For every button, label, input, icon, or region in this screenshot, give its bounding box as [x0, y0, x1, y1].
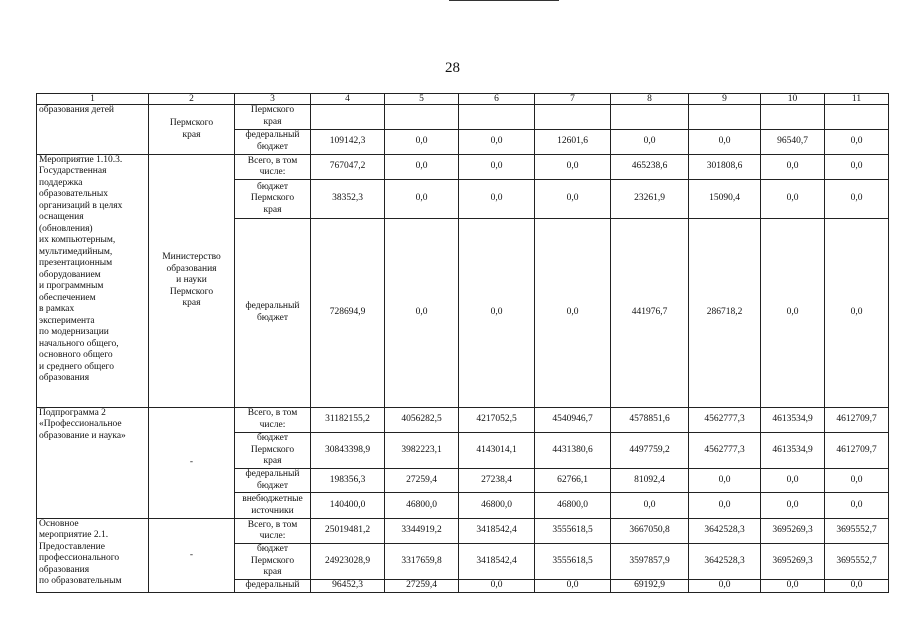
value-cell: 0,0 — [689, 469, 761, 493]
value-cell: 4431380,6 — [535, 433, 611, 469]
value-cell: 0,0 — [825, 154, 889, 179]
value-cell: 0,0 — [825, 493, 889, 518]
executor-cell: Пермского края — [149, 105, 235, 155]
value-cell: 0,0 — [761, 469, 825, 493]
value-cell: 25019481,2 — [311, 518, 385, 543]
value-cell: 96452,3 — [311, 580, 385, 593]
executor-cell: - — [149, 407, 235, 518]
value-cell: 0,0 — [825, 180, 889, 219]
value-cell: 4562777,3 — [689, 433, 761, 469]
value-cell: 0,0 — [761, 580, 825, 593]
column-number-3: 3 — [235, 94, 311, 105]
value-cell: 3418542,4 — [459, 544, 535, 580]
value-cell: 46800,0 — [535, 493, 611, 518]
budget-table — [36, 93, 889, 593]
value-cell: 4612709,7 — [825, 433, 889, 469]
column-number-2: 2 — [149, 94, 235, 105]
column-number-11: 11 — [825, 94, 889, 105]
value-cell: 767047,2 — [311, 154, 385, 179]
table-row — [37, 518, 889, 543]
column-number-9: 9 — [689, 94, 761, 105]
value-cell: 198356,3 — [311, 469, 385, 493]
value-cell: 3695552,7 — [825, 518, 889, 543]
top-rule — [449, 0, 559, 1]
executor-cell: Министерство образования и науки Пермского края — [149, 154, 235, 407]
value-cell: 96540,7 — [761, 129, 825, 154]
value-cell: 38352,3 — [311, 180, 385, 219]
activity-cell: Мероприятие 1.10.3. Государственная поддержка образовательных организаций в целях оснащения (обновления) их компьютерным, мультимедийным, презентационным оборудованием и программным обеспечением в рамках эксперимента по модернизации начального общего, основного общего и среднего общего образования — [37, 154, 149, 407]
value-cell: 3642528,3 — [689, 518, 761, 543]
value-cell: 0,0 — [825, 469, 889, 493]
value-cell: 0,0 — [825, 218, 889, 407]
column-number-4: 4 — [311, 94, 385, 105]
column-number-1: 1 — [37, 94, 149, 105]
value-cell: 3642528,3 — [689, 544, 761, 580]
column-number-6: 6 — [459, 94, 535, 105]
funding-source-cell: Всего, в том числе: — [235, 518, 311, 543]
value-cell: 81092,4 — [611, 469, 689, 493]
value-cell: 4578851,6 — [611, 407, 689, 432]
value-cell: 24923028,9 — [311, 544, 385, 580]
value-cell: 0,0 — [535, 580, 611, 593]
value-cell: 0,0 — [385, 218, 459, 407]
value-cell: 4056282,5 — [385, 407, 459, 432]
value-cell: 4613534,9 — [761, 433, 825, 469]
value-cell: 0,0 — [385, 129, 459, 154]
funding-source-cell: бюджет Пермского края — [235, 544, 311, 580]
value-cell: 3317659,8 — [385, 544, 459, 580]
funding-source-cell: федеральный бюджет — [235, 469, 311, 493]
value-cell: 0,0 — [611, 129, 689, 154]
value-cell: 109142,3 — [311, 129, 385, 154]
value-cell: 140400,0 — [311, 493, 385, 518]
value-cell: 46800,0 — [385, 493, 459, 518]
activity-cell: Основное мероприятие 2.1. Предоставление профессионального образования по образовательным — [37, 518, 149, 592]
value-cell: 4143014,1 — [459, 433, 535, 469]
value-cell: 0,0 — [761, 154, 825, 179]
value-cell: 286718,2 — [689, 218, 761, 407]
value-cell: 15090,4 — [689, 180, 761, 219]
value-cell: 441976,7 — [611, 218, 689, 407]
funding-source-cell: федеральный — [235, 580, 311, 593]
value-cell: 31182155,2 — [311, 407, 385, 432]
value-cell: 3344919,2 — [385, 518, 459, 543]
value-cell: 27259,4 — [385, 469, 459, 493]
page-number: 28 — [445, 60, 460, 76]
value-cell: 4612709,7 — [825, 407, 889, 432]
value-cell: 0,0 — [761, 493, 825, 518]
value-cell: 3695552,7 — [825, 544, 889, 580]
value-cell: 0,0 — [459, 218, 535, 407]
value-cell: 0,0 — [459, 154, 535, 179]
value-cell: 23261,9 — [611, 180, 689, 219]
value-cell: 3695269,3 — [761, 518, 825, 543]
value-cell: 0,0 — [535, 154, 611, 179]
value-cell: 3597857,9 — [611, 544, 689, 580]
funding-source-cell: бюджет Пермского края — [235, 180, 311, 219]
value-cell: 4497759,2 — [611, 433, 689, 469]
value-cell: 4562777,3 — [689, 407, 761, 432]
value-cell: 0,0 — [761, 180, 825, 219]
value-cell — [385, 105, 459, 129]
value-cell: 0,0 — [385, 154, 459, 179]
value-cell — [689, 105, 761, 129]
value-cell — [825, 105, 889, 129]
value-cell: 728694,9 — [311, 218, 385, 407]
value-cell: 69192,9 — [611, 580, 689, 593]
value-cell: 0,0 — [459, 580, 535, 593]
value-cell: 0,0 — [611, 493, 689, 518]
value-cell: 30843398,9 — [311, 433, 385, 469]
value-cell: 0,0 — [535, 218, 611, 407]
value-cell: 0,0 — [459, 129, 535, 154]
value-cell: 0,0 — [535, 180, 611, 219]
value-cell: 0,0 — [761, 218, 825, 407]
table-row — [37, 154, 889, 179]
value-cell — [761, 105, 825, 129]
value-cell: 3695269,3 — [761, 544, 825, 580]
column-number-5: 5 — [385, 94, 459, 105]
funding-source-cell: бюджет Пермского края — [235, 433, 311, 469]
activity-cell: образования детей — [37, 105, 149, 155]
value-cell: 0,0 — [825, 129, 889, 154]
value-cell — [311, 105, 385, 129]
column-number-8: 8 — [611, 94, 689, 105]
value-cell: 0,0 — [689, 129, 761, 154]
value-cell — [459, 105, 535, 129]
value-cell: 3418542,4 — [459, 518, 535, 543]
value-cell: 4613534,9 — [761, 407, 825, 432]
funding-source-cell: Пермского края — [235, 105, 311, 129]
value-cell: 3982223,1 — [385, 433, 459, 469]
value-cell: 0,0 — [689, 493, 761, 518]
funding-source-cell: федеральный бюджет — [235, 129, 311, 154]
value-cell: 0,0 — [825, 580, 889, 593]
value-cell — [535, 105, 611, 129]
column-number-row — [37, 94, 889, 105]
funding-source-cell: внебюджетные источники — [235, 493, 311, 518]
activity-cell: Подпрограмма 2 «Профессиональное образование и наука» — [37, 407, 149, 518]
value-cell: 3555618,5 — [535, 544, 611, 580]
value-cell: 27259,4 — [385, 580, 459, 593]
value-cell: 0,0 — [689, 580, 761, 593]
funding-source-cell: Всего, в том числе: — [235, 154, 311, 179]
funding-source-cell: федеральный бюджет — [235, 218, 311, 407]
value-cell: 3555618,5 — [535, 518, 611, 543]
value-cell: 62766,1 — [535, 469, 611, 493]
table-row — [37, 105, 889, 129]
value-cell: 46800,0 — [459, 493, 535, 518]
value-cell: 4540946,7 — [535, 407, 611, 432]
value-cell — [611, 105, 689, 129]
value-cell: 0,0 — [385, 180, 459, 219]
value-cell: 12601,6 — [535, 129, 611, 154]
column-number-7: 7 — [535, 94, 611, 105]
funding-source-cell: Всего, в том числе: — [235, 407, 311, 432]
executor-cell: - — [149, 518, 235, 592]
value-cell: 0,0 — [459, 180, 535, 219]
value-cell: 465238,6 — [611, 154, 689, 179]
value-cell: 301808,6 — [689, 154, 761, 179]
value-cell: 3667050,8 — [611, 518, 689, 543]
value-cell: 4217052,5 — [459, 407, 535, 432]
value-cell: 27238,4 — [459, 469, 535, 493]
column-number-10: 10 — [761, 94, 825, 105]
table-row — [37, 407, 889, 432]
